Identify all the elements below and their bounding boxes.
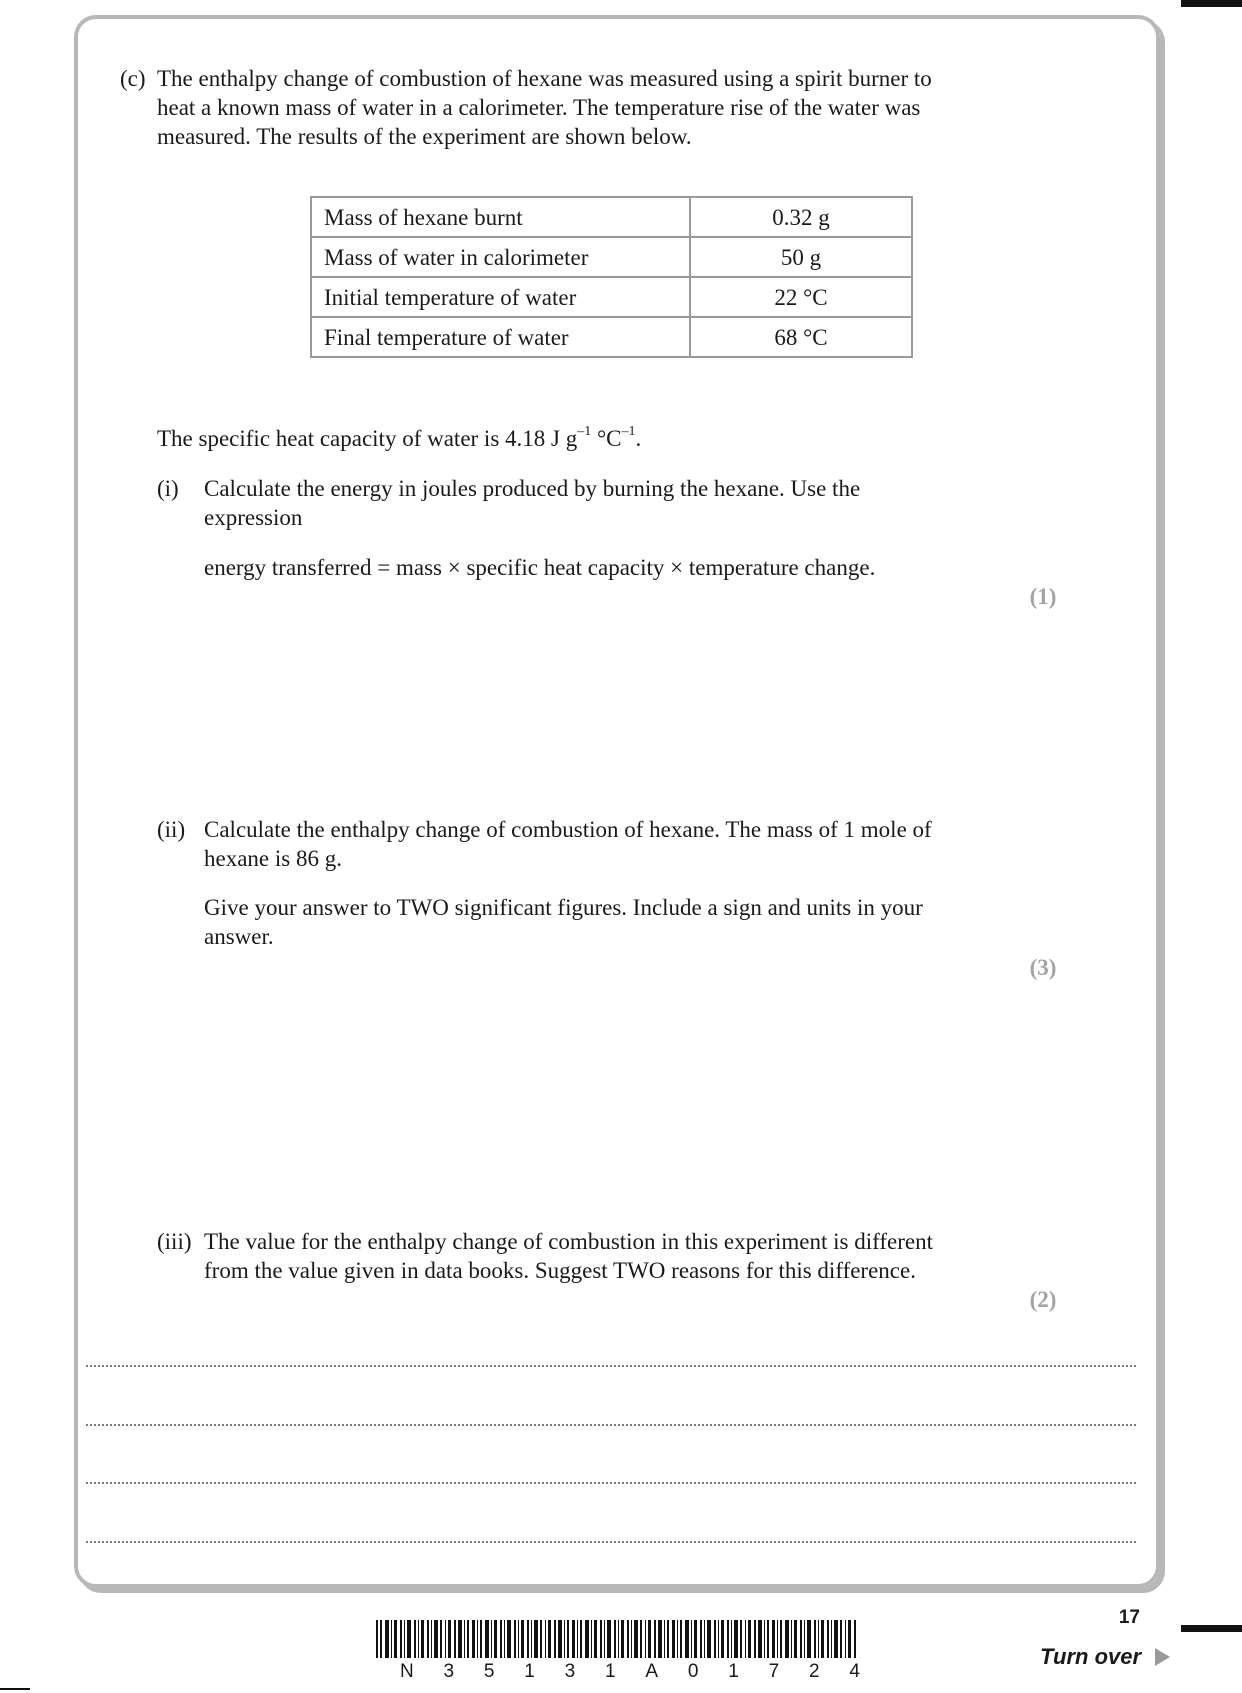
corner-registration-bar-bottom bbox=[1181, 1625, 1242, 1632]
quantity-cell: Final temperature of water bbox=[311, 317, 690, 357]
value-cell: 50 g bbox=[690, 237, 912, 277]
question-i-text: Calculate the energy in joules produced by burning the hexane. Use the expression bbox=[204, 476, 861, 530]
page-number: 17 bbox=[1118, 1607, 1140, 1628]
part-c-intro bbox=[157, 64, 1037, 151]
answer-line[interactable] bbox=[86, 1365, 1136, 1367]
marks-iii: (2) bbox=[1029, 1287, 1057, 1312]
table-row bbox=[311, 317, 912, 357]
question-iii-text: The value for the enthalpy change of combustion in this experiment is different from the value given in data books. Suggest TWO reasons for this difference. bbox=[204, 1229, 933, 1283]
turn-over-arrow-icon bbox=[1155, 1648, 1170, 1666]
barcode bbox=[376, 1620, 858, 1658]
table-row bbox=[311, 277, 912, 317]
results-table bbox=[310, 196, 913, 358]
table-row bbox=[311, 237, 912, 277]
question-i-label: (i) bbox=[157, 476, 179, 501]
marks-i: (1) bbox=[1029, 584, 1057, 609]
question-ii-instruction: Give your answer to TWO significant figures. Include a sign and units in your answer. bbox=[204, 895, 923, 949]
question-ii-text: Calculate the enthalpy change of combustion of hexane. The mass of 1 mole of hexane is 86 g. bbox=[204, 817, 932, 871]
answer-line[interactable] bbox=[86, 1482, 1136, 1484]
barcode-number: N 3 5 1 3 1 A 0 1 7 2 4 bbox=[400, 1661, 860, 1682]
marks-ii: (3) bbox=[1029, 955, 1057, 980]
quantity-cell: Initial temperature of water bbox=[311, 277, 690, 317]
corner-registration-mark-left bbox=[0, 1688, 30, 1690]
turn-over-label: Turn over bbox=[1040, 1644, 1142, 1669]
answer-line[interactable] bbox=[86, 1541, 1136, 1543]
value-cell: 68 °C bbox=[690, 317, 912, 357]
specific-heat-statement: The specific heat capacity of water is 4.18 J $g^{-1}$ $^\circ C^{-1}$. bbox=[157, 424, 642, 451]
intro-line: heat a known mass of water in a calorimeter. The temperature rise of the water was bbox=[157, 95, 921, 120]
question-ii-label: (ii) bbox=[157, 817, 186, 842]
table-row bbox=[311, 197, 912, 237]
intro-line: measured. The results of the experiment are shown below. bbox=[157, 124, 692, 149]
question-iii-label: (iii) bbox=[157, 1229, 192, 1254]
corner-registration-bar-top bbox=[1181, 0, 1242, 7]
part-c-label: (c) bbox=[120, 66, 146, 91]
answer-line[interactable] bbox=[86, 1424, 1136, 1426]
value-cell: 0.32 g bbox=[690, 197, 912, 237]
energy-expression: energy transferred = mass × specific heat capacity × temperature change. bbox=[204, 555, 876, 580]
value-cell: 22 °C bbox=[690, 277, 912, 317]
quantity-cell: Mass of water in calorimeter bbox=[311, 237, 690, 277]
quantity-cell: Mass of hexane burnt bbox=[311, 197, 690, 237]
intro-line: The enthalpy change of combustion of hexane was measured using a spirit burner to bbox=[157, 66, 932, 91]
